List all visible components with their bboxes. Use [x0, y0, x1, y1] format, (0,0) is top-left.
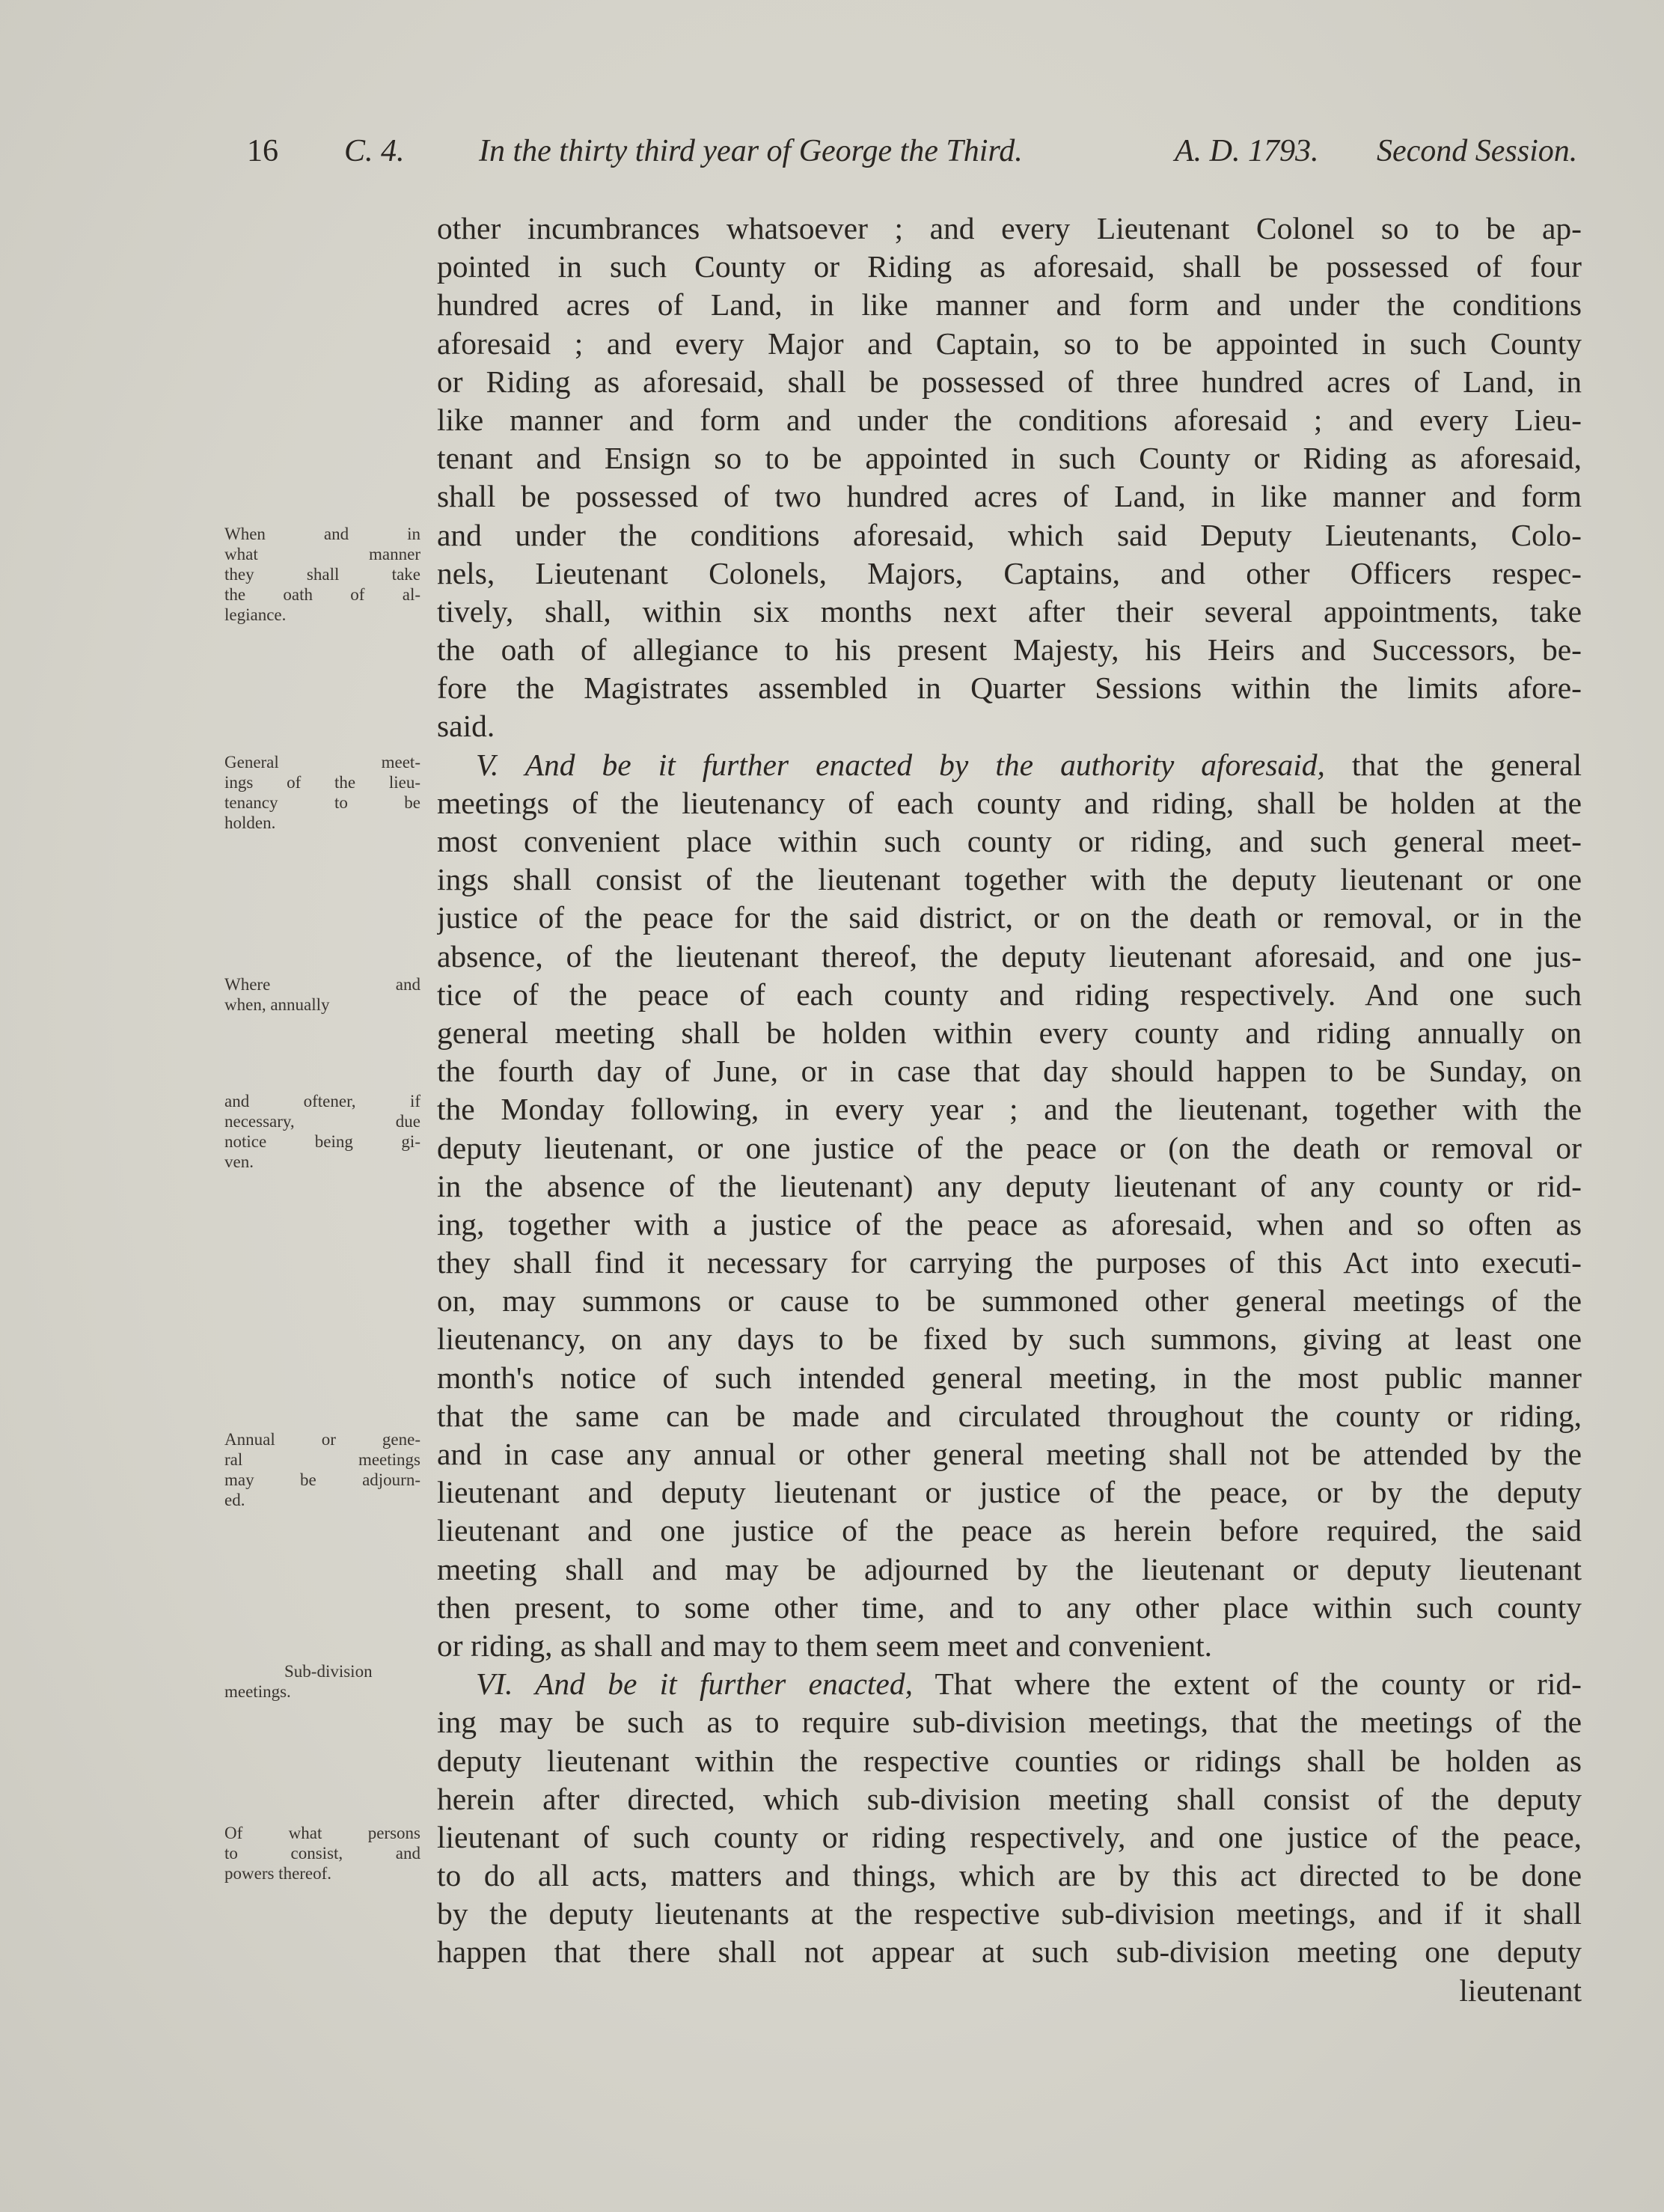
text-line: pointed in such County or Riding as aforesaid, shall be possessed of four [437, 249, 1582, 284]
margin-note-line: holden. [224, 813, 276, 832]
text-line: absence, of the lieutenant thereof, the deputy lieutenant aforesaid, and one jus- [437, 938, 1582, 974]
text-line: shall be possessed of two hundred acres of Land, in like manner and form [437, 479, 1582, 514]
section-5-first-line [437, 746, 1582, 784]
margin-note-line: Annual or gene- [224, 1430, 420, 1449]
text-line: meetings of the lieutenancy of each county and riding, shall be holden at the [437, 785, 1582, 820]
margin-note-subdivision [224, 1661, 420, 1702]
text-line: in the absence of the lieutenant) any deputy lieutenant of any county or rid- [437, 1168, 1582, 1203]
margin-note-line: General meet- [224, 753, 420, 772]
text-line: month's notice of such intended general meeting, in the most public manner [437, 1360, 1582, 1395]
text-line: or Riding as aforesaid, shall be possessed of three hundred acres of Land, in [437, 364, 1582, 399]
section-6-lead: VI. And be it further enacted, [476, 1666, 913, 1702]
text-line: deputy lieutenant, or one justice of the peace or (on the death or removal or [437, 1130, 1582, 1165]
text-line: That where the extent of the county or rid- [935, 1666, 1582, 1702]
text-line: happen that there shall not appear at such sub-division meeting one deputy [437, 1934, 1582, 1970]
margin-note-oath [224, 524, 420, 625]
text-line: said. [437, 709, 495, 744]
catchword: lieutenant [1459, 1973, 1582, 2008]
text-line: lieutenant and deputy lieutenant or justice of the peace, or by the deputy [437, 1475, 1582, 1510]
header-title: In the thirty third year of George the Third. [479, 134, 1023, 168]
text-line: the Monday following, in every year ; and the lieutenant, together with the [437, 1092, 1582, 1127]
margin-note-line: to consist, and [224, 1844, 420, 1863]
text-line: and in case any annual or other general meeting shall not be attended by the [437, 1437, 1582, 1471]
margin-note-where-when [224, 974, 420, 1015]
margin-note-line: ven. [224, 1152, 254, 1171]
text-line: aforesaid ; and every Major and Captain, so to be appointed in such County [437, 326, 1582, 361]
text-line: and under the conditions aforesaid, which said Deputy Lieutenants, Colo- [437, 517, 1582, 552]
text-line: nels, Lieutenant Colonels, Majors, Captains, and other Officers respec- [437, 555, 1582, 590]
margin-note-line: necessary, due [224, 1112, 420, 1131]
text-line: justice of the peace for the said district, or on the death or removal, or in the [437, 900, 1582, 935]
section-6-first-line [437, 1665, 1582, 1703]
text-line: meeting shall and may be adjourned by the lieutenant or deputy lieutenant [437, 1551, 1582, 1586]
text-line: or riding, as shall and may to them seem meet and convenient. [437, 1628, 1213, 1663]
text-line: other incumbrances whatsoever ; and every Lieutenant Colonel so to be ap- [437, 211, 1582, 245]
text-line: by the deputy lieutenants at the respective sub-division meetings, and if it shall [437, 1896, 1582, 1931]
margin-note-line: Of what persons [224, 1824, 420, 1842]
text-line: tice of the peace of each county and riding respectively. And one such [437, 977, 1582, 1012]
text-line: tenant and Ensign so to be appointed in such County or Riding as aforesaid, [437, 441, 1582, 476]
body-text [437, 210, 1582, 2010]
text-line: on, may summons or cause to be summoned other general meetings of the [437, 1283, 1582, 1319]
text-line: deputy lieutenant within the respective counties or ridings shall be holden as [437, 1743, 1582, 1778]
page-number: 16 [247, 134, 278, 168]
text-line: the fourth day of June, or in case that day should happen to be Sunday, on [437, 1054, 1582, 1089]
text-line: ing may be such as to require sub-division meetings, that the meetings of the [437, 1705, 1582, 1740]
text-line: hundred acres of Land, in like manner and form and under the conditions [437, 287, 1582, 323]
text-line: the oath of allegiance to his present Majesty, his Heirs and Successors, be- [437, 632, 1582, 667]
margin-note-line: tenancy to be [224, 793, 420, 812]
text-line: that the general [1351, 747, 1582, 782]
text-line: tively, shall, within six months next after their several appointments, take [437, 593, 1582, 629]
section-5-lead: V. And be it further enacted by the authority aforesaid, [476, 747, 1325, 782]
margin-note-line: meetings. [224, 1682, 291, 1701]
text-line: like manner and form and under the conditions aforesaid ; and every Lieu- [437, 402, 1582, 437]
margin-note-line: when, annually [224, 995, 330, 1014]
margin-note-oftener [224, 1091, 420, 1172]
text-line: lieutenancy, on any days to be fixed by such summons, giving at least one [437, 1322, 1582, 1357]
margin-note-line: they shall take [224, 565, 420, 584]
header-session: Second Session. [1377, 134, 1578, 168]
text-line: they shall find it necessary for carrying the purposes of this Act into executi- [437, 1245, 1582, 1280]
margin-note-general-meetings [224, 752, 420, 833]
text-line: that the same can be made and circulated throughout the county or riding, [437, 1398, 1582, 1433]
text-line: then present, to some other time, and to any other place within such county [437, 1589, 1582, 1625]
margin-note-line: ed. [224, 1491, 245, 1509]
margin-note-line: When and in [224, 525, 420, 543]
margin-note-line: notice being gi- [224, 1132, 420, 1151]
running-header [247, 133, 1594, 186]
text-line: ing, together with a justice of the peace as aforesaid, when and so often as [437, 1206, 1582, 1241]
text-line: lieutenant of such county or riding respectively, and one justice of the peace, [437, 1819, 1582, 1854]
margin-note-line: legiance. [224, 605, 287, 624]
text-line: lieutenant and one justice of the peace as herein before required, the said [437, 1513, 1582, 1548]
text-line: most convenient place within such county or riding, and such general meet- [437, 824, 1582, 858]
margin-note-line: Sub-division [284, 1662, 373, 1681]
margin-note-adjourned [224, 1429, 420, 1510]
margin-note-line: ings of the lieu- [224, 773, 420, 792]
margin-note-line: and oftener, if [224, 1092, 420, 1110]
text-line: to do all acts, matters and things, which are by this act directed to be done [437, 1858, 1582, 1893]
margin-note-line: powers thereof. [224, 1864, 332, 1883]
margin-note-line: the oath of al- [224, 585, 420, 604]
header-year: A. D. 1793. [1175, 134, 1319, 168]
text-line: fore the Magistrates assembled in Quarter Sessions within the limits afore- [437, 670, 1582, 706]
margin-note-line: may be adjourn- [224, 1470, 420, 1489]
margin-note-line: Where and [224, 975, 420, 994]
margin-note-line: what manner [224, 545, 420, 563]
text-line: general meeting shall be holden within every county and riding annually on [437, 1015, 1582, 1050]
chapter-number: C. 4. [344, 134, 405, 168]
margin-note-persons [224, 1823, 420, 1883]
text-line: ings shall consist of the lieutenant together with the deputy lieutenant or one [437, 862, 1582, 897]
margin-note-line: ral meetings [224, 1450, 420, 1469]
text-line: herein after directed, which sub-division meeting shall consist of the deputy [437, 1781, 1582, 1816]
